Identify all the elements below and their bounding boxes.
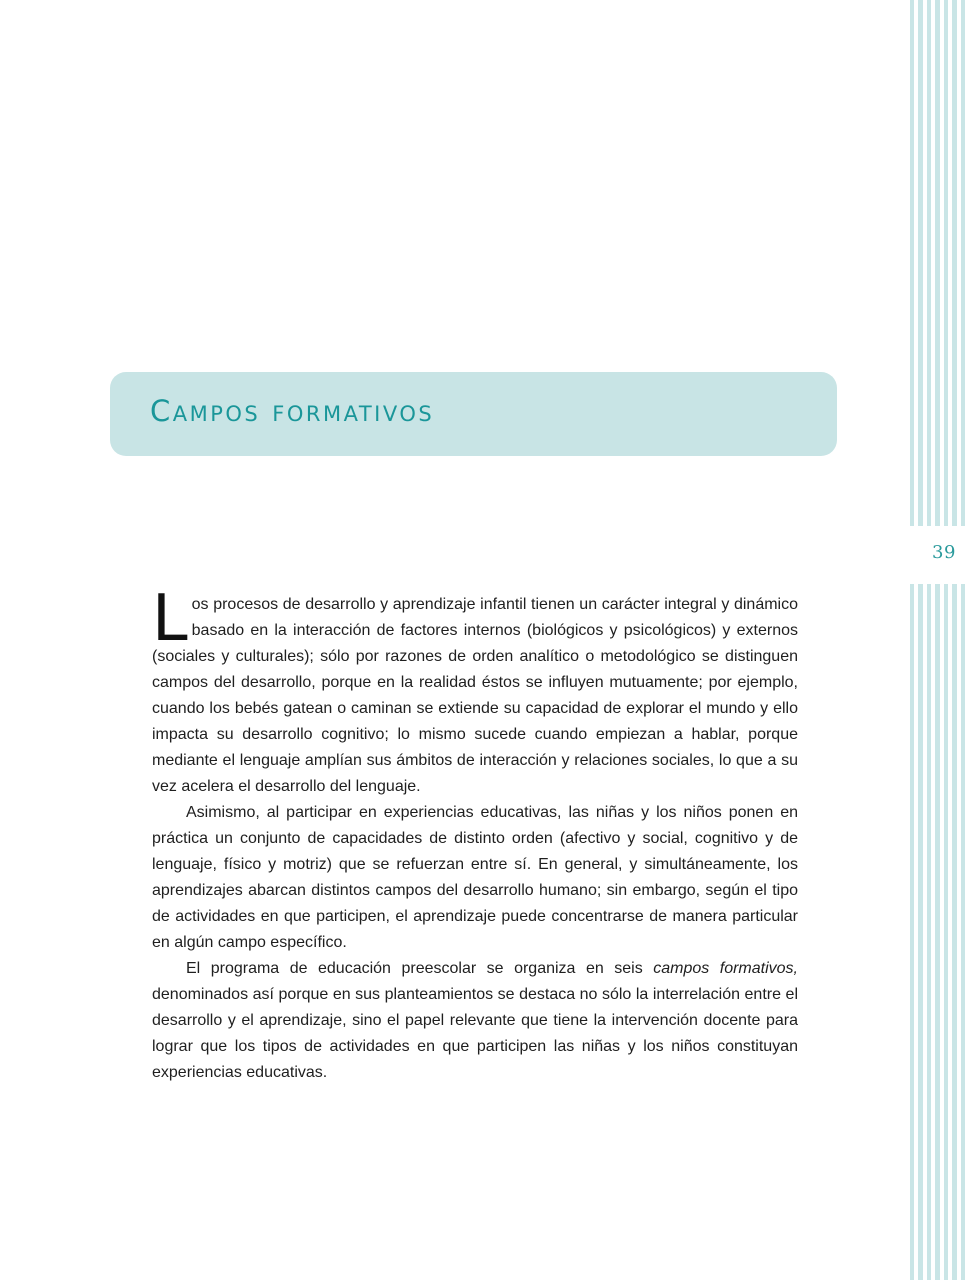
paragraph-1	[152, 582, 798, 800]
body-text	[152, 582, 798, 1086]
section-title-initial: C	[150, 394, 173, 428]
paragraph-3-emphasis: campos formativos,	[653, 960, 798, 977]
paragraph-2: Asimismo, al participar en experiencias educativas, las niñas y los niños ponen en práctica un conjunto de capacidades de distinto orden (afectivo y social, cognitivo y de lenguaje, físico y motriz) que se refuerzan entre sí. En general, y simultáneamente, los aprendizajes abarcan distintos campos del desarrollo humano; sin embargo, según el tipo de actividades en que participen, el aprendizaje puede concentrarse de manera particular en algún campo específico.	[152, 804, 798, 951]
section-title-rest: ampos formativos	[172, 394, 435, 429]
paragraph-3-after: denominados así porque en sus planteamientos se destaca no sólo la interrelación entre el desarrollo y el aprendizaje, sino el papel relevante que tiene la intervención docente para lograr que los tipos de actividades en que participen las niñas y los niños constituyan experiencias educativas.	[152, 986, 798, 1081]
paragraph-1-text: os procesos de desarrollo y aprendizaje infantil tienen un carácter integral y dinámico basado en la interacción de factores internos (biológicos y psicológicos) y externos (sociales y culturales); sólo por razones de orden analítico o metodológico se distinguen campos del desarrollo, porque en la realidad éstos se influyen mutuamente; por ejemplo, cuando los bebés gatean o caminan se extiende su capacidad de explorar el mundo y ello impacta su desarrollo cognitivo; lo mismo sucede cuando empiezan a hablar, porque mediante el lenguaje amplían sus ámbitos de interacción y relaciones sociales, lo que a su vez acelera el desarrollo del lenguaje.	[152, 596, 798, 795]
decorative-side-stripes	[910, 0, 972, 1280]
paragraph-3-before: El programa de educación preescolar se organiza en seis	[186, 960, 654, 977]
section-title	[150, 394, 434, 429]
paragraph-3	[152, 956, 798, 1086]
page-number: 39	[932, 542, 956, 563]
drop-cap: L	[152, 582, 188, 656]
section-title-band	[110, 372, 837, 456]
